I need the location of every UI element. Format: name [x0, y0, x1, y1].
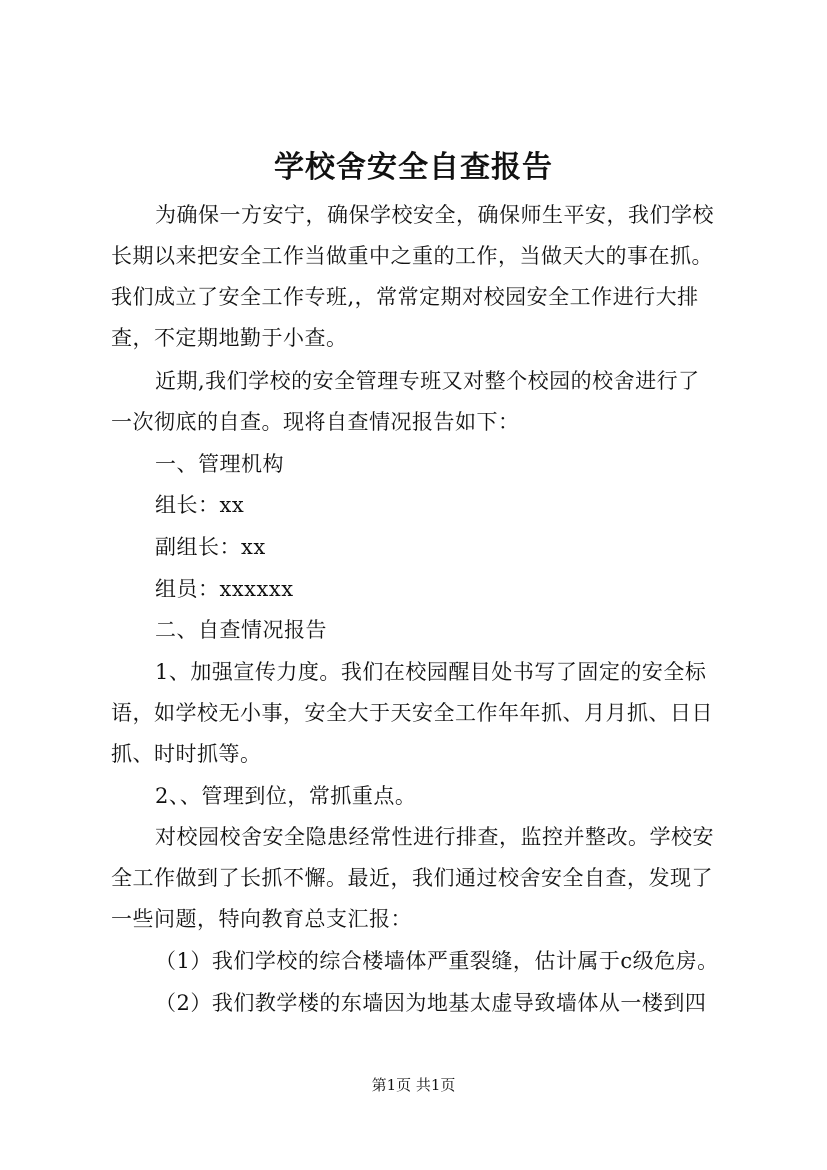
paragraph-line: 抓、时时抓等。 — [111, 742, 262, 766]
paragraph-line: 全工作做到了长抓不懈。最近，我们通过校舍安全自查，发现了 — [111, 866, 713, 890]
paragraph-line: 长期以来把安全工作当做重中之重的工作，当做天大的事在抓。 — [111, 244, 713, 268]
paragraph-line: 副组长：xx — [155, 535, 266, 559]
paragraph-line: （1）我们学校的综合楼墙体严重裂缝，估计属于c级危房。 — [155, 949, 719, 973]
paragraph-line: 组员：xxxxxx — [155, 577, 294, 601]
section-heading: 一、管理机构 — [155, 452, 284, 476]
paragraph-line: 我们成立了安全工作专班,，常常定期对校园安全工作进行大排 — [111, 285, 699, 309]
paragraph-line: 一次彻底的自查。现将自查情况报告如下： — [111, 410, 520, 434]
paragraph-line: 一些问题，特向教育总支汇报： — [111, 907, 412, 931]
paragraph-line: 1、加强宣传力度。我们在校园醒目处书写了固定的安全标 — [155, 660, 707, 684]
paragraph-line: 查，不定期地勤于小查。 — [111, 326, 348, 350]
section-heading: 二、自查情况报告 — [155, 618, 327, 642]
paragraph-line: 对校园校舍安全隐患经常性进行排查，监控并整改。学校安 — [155, 825, 714, 849]
paragraph-line: 近期,我们学校的安全管理专班又对整个校园的校舍进行了 — [155, 369, 700, 393]
page-footer: 第1页 共1页 — [371, 1076, 456, 1094]
paragraph-line: 组长：xx — [155, 493, 245, 517]
paragraph-line: 为确保一方安宁，确保学校安全，确保师生平安，我们学校 — [155, 203, 714, 227]
paragraph-line: 语，如学校无小事，安全大于天安全工作年年抓、月月抓、日日 — [111, 701, 713, 725]
paragraph-line: 2、、管理到位，常抓重点。 — [155, 784, 417, 808]
paragraph-line: （2）我们教学楼的东墙因为地基太虚导致墙体从一楼到四 — [155, 991, 707, 1015]
document-title: 学校舍安全自查报告 — [274, 150, 553, 185]
